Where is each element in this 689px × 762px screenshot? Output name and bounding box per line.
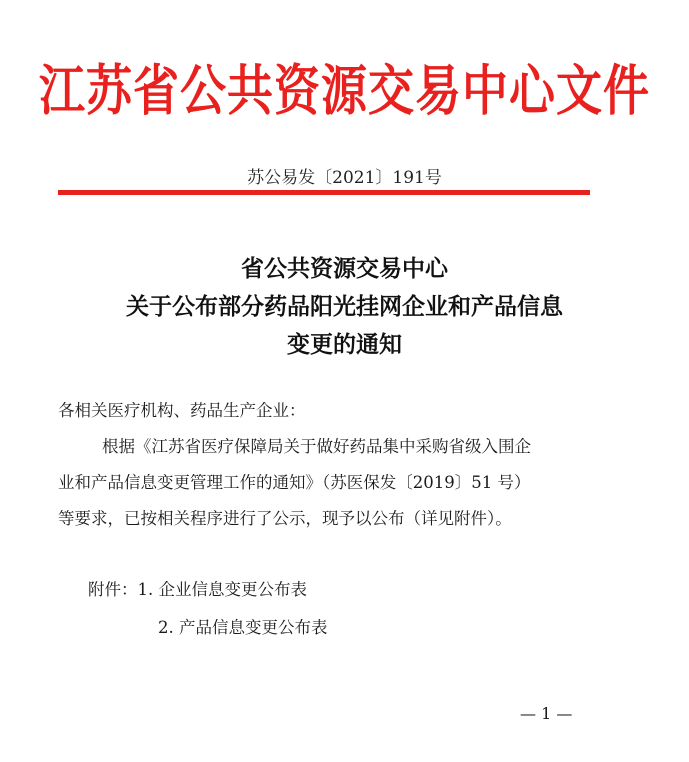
notice-title-line: 关于公布部分药品阳光挂网企业和产品信息 bbox=[126, 293, 563, 320]
paragraph-line: 根据《江苏省医疗保障局关于做好药品集中采购省级入围企 bbox=[102, 437, 531, 456]
paragraph-line: 等要求，已按相关程序进行了公示，现予以公布（详见附件）。 bbox=[58, 509, 512, 528]
attachment-item: 2. 产品信息变更公布表 bbox=[158, 618, 328, 637]
org-header-title: 江苏省公共资源交易中心文件 bbox=[39, 58, 650, 123]
attachments-list bbox=[88, 571, 328, 647]
attachment-row bbox=[88, 609, 328, 647]
notice-title bbox=[0, 250, 689, 364]
attachments-label: 附件： bbox=[88, 580, 138, 599]
attachment-row bbox=[88, 571, 328, 609]
notice-body bbox=[58, 393, 603, 537]
attachment-item: 1. 企业信息变更公布表 bbox=[137, 580, 307, 599]
notice-title-line: 变更的通知 bbox=[287, 331, 402, 358]
page-number: — 1 — bbox=[520, 704, 573, 723]
red-divider-line bbox=[58, 190, 590, 195]
paragraph-line: 业和产品信息变更管理工作的通知》（苏医保发〔2019〕51 号） bbox=[58, 473, 531, 492]
salutation: 各相关医疗机构、药品生产企业： bbox=[58, 401, 306, 420]
notice-title-line: 省公共资源交易中心 bbox=[241, 255, 448, 282]
document-number: 苏公易发〔2021〕191号 bbox=[247, 168, 442, 188]
